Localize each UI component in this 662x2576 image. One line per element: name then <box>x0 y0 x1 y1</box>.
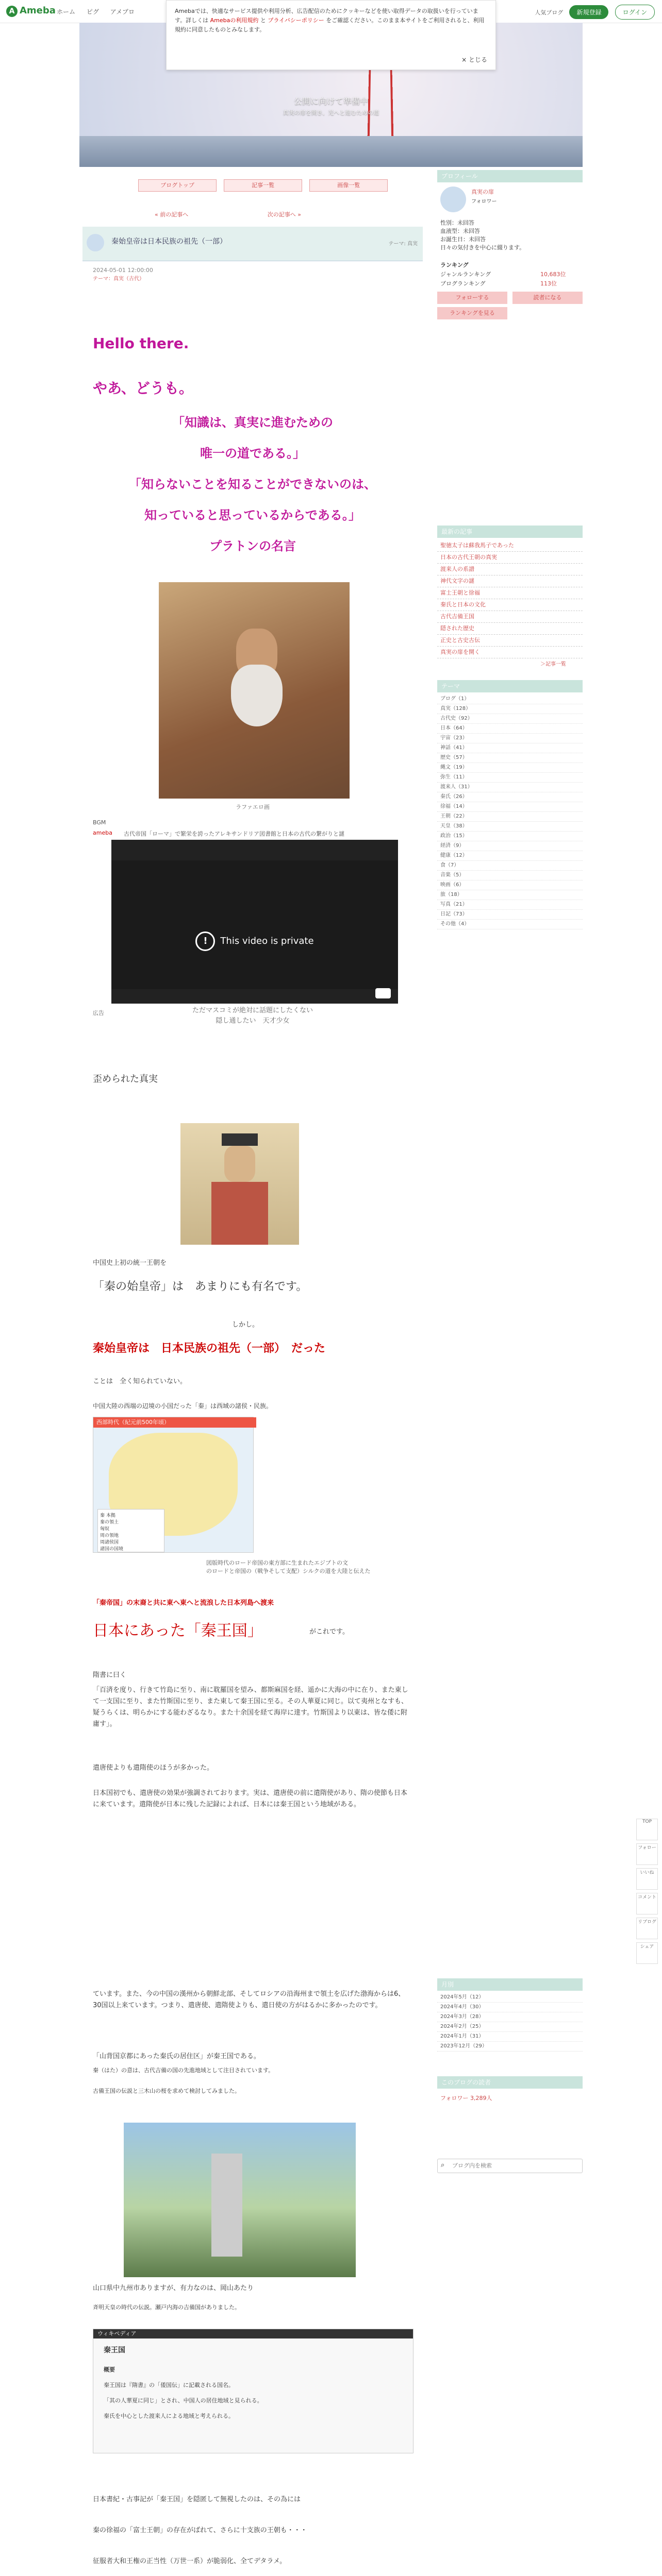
wiki-line-1: 秦王国は『隋書』の「倭国伝」に記載される国名。 <box>104 2382 234 2388</box>
theme-item[interactable]: ブログ（1） <box>437 694 583 704</box>
ad-note: 広告 <box>93 1010 104 1016</box>
wiki-bar: ウィキペディア <box>93 2329 413 2338</box>
sub-note-1: ただマスコミが絶対に話題にしたくない <box>192 1007 313 1014</box>
youtube-icon[interactable] <box>375 988 391 998</box>
profile-name[interactable]: 真実の扉 <box>471 189 494 195</box>
entry-theme[interactable]: テーマ: 真実 <box>388 241 418 247</box>
login-button[interactable]: ログイン <box>615 5 655 20</box>
theme-item[interactable]: 映画（6） <box>437 880 583 890</box>
video-player[interactable] <box>111 840 398 1004</box>
nav-image-list[interactable]: 画像一覧 <box>309 179 388 192</box>
paragraph-6: 隋書に曰く <box>93 1671 127 1679</box>
section-heading: 歪められた真実 <box>93 1074 158 1084</box>
sub-note-2: 隠し通したい 天才少女 <box>216 1017 290 1025</box>
paragraph-7: 「百済を度り、行きて竹島に至り、南に耽羅国を望み、都斯麻国を経、遥かに大海の中に在り、また東して一支国に至り、また竹斯国に至り、また東して秦王国に至る。その人華夏に同じ。以て夷州となすも、疑うらくは、明らかにする能わざるなり。また十余国を経て海岸に達す。竹斯国より以東は、皆な倭に附庸す」。 <box>93 1686 408 1728</box>
map-caption-2: のロードと帝国の（戦争そして支配）シルクの道を大陸と伝えた <box>206 1568 371 1574</box>
yaa-heading: やあ、どうも。 <box>93 380 193 397</box>
notice-mid: と <box>260 17 266 24</box>
recent-heading: 最新の記事 <box>437 526 583 538</box>
quote-line-4: 知っていると思っているからである。」 <box>144 508 361 522</box>
notice-tail: をご確認ください。このまま本サイトをご利用されると、利用規約に同意したものとみなします。 <box>175 17 485 33</box>
entry-header <box>82 227 423 261</box>
notice-text: Amebaでは、快適なサービス提供や利用分析、広告配信のためにクッキーなどを使い取得データの取扱いを行っています。詳しくは <box>175 8 478 24</box>
paragraph-13: 古備王国の伝説と三木山の桜を求めて検討してみました。 <box>93 2088 240 2094</box>
recent-item[interactable]: 古代吉備王国 <box>437 611 583 623</box>
rank-2-value[interactable]: 113位 <box>540 280 557 287</box>
paragraph-5: 中国大陸の西端の辺境の小国だった「秦」は西域の諸侯・民族。 <box>93 1402 273 1410</box>
theme-item[interactable]: 食（7） <box>437 861 583 871</box>
theme-item[interactable]: 歴史（57） <box>437 753 583 763</box>
theme-item[interactable]: 渡来人（31） <box>437 783 583 792</box>
wiki-title: 秦王国 <box>104 2346 125 2354</box>
map-image <box>93 1417 254 1553</box>
theme-item[interactable]: 秦氏（26） <box>437 792 583 802</box>
recent-item[interactable]: 日本の古代王朝の真実 <box>437 552 583 564</box>
map-caption-1: 図版時代のロード帝国の東方部に生まれたエジプトの文 <box>206 1560 348 1566</box>
paragraph-10: ています。また、今の中国の漢州から朝鮮北部、そしてロシアの沿海州まで領土を広げた渤海からは6、30国以上来ています。つまり、遣唐使、遣隋使よりも、遣日使の方がはるかに多かったのです。 <box>93 1990 405 2009</box>
archive-list <box>437 1993 583 2052</box>
profile-gender: 性別：未回答 <box>440 219 474 226</box>
nav-entry-list[interactable]: 記事一覧 <box>224 179 302 192</box>
blog-title[interactable]: 公開に向けて準備中 <box>293 96 368 106</box>
blog-search-input[interactable] <box>451 2161 577 2171</box>
ameba-logo[interactable]: A Ameba <box>6 5 56 17</box>
follow-button[interactable]: フォローする <box>437 292 507 304</box>
archive-item[interactable]: 2024年1月（31） <box>437 2032 583 2042</box>
prev-entry-link[interactable]: « 前の記事へ <box>155 211 189 218</box>
archive-heading: 月別 <box>437 1978 583 1991</box>
warning-icon: ! <box>195 931 215 951</box>
blog-search <box>437 2159 583 2173</box>
wiki-line-3: 秦氏を中心とした渡来人による地域と考えられる。 <box>104 2413 234 2419</box>
nav-pigg[interactable]: ピグ <box>86 8 99 15</box>
ameba-logo-icon: A <box>6 6 18 17</box>
wiki-screenshot <box>93 2329 413 2453</box>
qin-emperor-image <box>180 1123 299 1245</box>
theme-item[interactable]: 徐福（14） <box>437 802 583 812</box>
quote-line-3: 「知らないことを知ることができないのは、 <box>129 477 376 492</box>
ranking-button[interactable]: ランキングを見る <box>437 307 507 319</box>
theme-item[interactable]: 古代史（92） <box>437 714 583 724</box>
quote-line-1: 「知識は、真実に進むための <box>172 415 333 430</box>
map-title: 西部時代（紀元前500年頃） <box>93 1417 256 1428</box>
recent-item[interactable]: 隠された歴史 <box>437 623 583 635</box>
search-icon: ⌕ <box>441 2161 445 2169</box>
archive-item[interactable]: 2023年12月（29） <box>437 2042 583 2052</box>
paragraph-16: 秦の徐福の「富士王朝」の存在がばれて、さらに十支族の王朝も・・・ <box>93 2527 307 2534</box>
recent-list <box>437 540 583 658</box>
theme-item[interactable]: 日記（73） <box>437 910 583 920</box>
pager <box>155 210 412 218</box>
profile-follow[interactable]: フォロワー <box>471 199 497 205</box>
nav-blog-top[interactable]: ブログトップ <box>138 179 217 192</box>
monument-image <box>124 2123 356 2277</box>
quote-author: プラトンの名言 <box>209 539 296 553</box>
profile-intro: 日々の気付きを中心に綴ります。 <box>440 244 525 251</box>
hello-heading: Hello there. <box>93 335 189 352</box>
theme-item[interactable]: 縄文（19） <box>437 763 583 773</box>
theme-item[interactable]: 旅（18） <box>437 890 583 900</box>
big-red-heading: 日本にあった「秦王国」 <box>93 1622 263 1640</box>
profile-avatar[interactable] <box>440 187 466 212</box>
avatar[interactable] <box>87 234 104 251</box>
theme-item[interactable]: 音楽（5） <box>437 871 583 880</box>
recent-item[interactable]: 真実の扉を開く <box>437 647 583 658</box>
big-red-tail: がこれです。 <box>309 1628 349 1636</box>
rank-1-value[interactable]: 10,683位 <box>540 271 566 278</box>
notice-close-button[interactable]: × とじる <box>461 56 487 63</box>
paragraph-12: 秦（はた）の意は、古代吉備の国の先進地域として注目されています。 <box>93 2067 274 2074</box>
terms-link[interactable]: Amebaの利用規約 <box>210 17 259 24</box>
theme-list <box>437 694 583 929</box>
red-heading: 秦始皇帝は 日本民族の祖先（一部） だった <box>93 1342 326 1355</box>
theme-item[interactable]: 天皇（38） <box>437 822 583 832</box>
more-entries-link[interactable]: ＞記事一覧 <box>540 662 566 667</box>
archive-item[interactable]: 2024年2月（25） <box>437 2022 583 2032</box>
wiki-line-2: 「其の人華夏に同じ」とされ、中国人の居住地域と見られる。 <box>104 2397 263 2404</box>
privacy-link[interactable]: プライバシーポリシー <box>268 17 324 24</box>
wiki-heading: 概要 <box>104 2366 115 2373</box>
recent-item[interactable]: 聖徳太子は蘇我馬子であった <box>437 540 583 552</box>
floating-actions <box>636 1819 659 1967</box>
popular-blog-link[interactable]: 人気ブログ <box>535 9 564 16</box>
ameba-label: ameba <box>93 829 112 836</box>
paragraph-14: 斉明天皇の時代の伝説。瀬戸内海の吉備国がありました。 <box>93 2304 240 2311</box>
next-entry-link[interactable]: 次の記事へ » <box>267 211 301 218</box>
rank-2-label: ブログランキング <box>440 280 486 287</box>
cookie-notice <box>166 0 496 70</box>
theme-item[interactable]: 弥生（11） <box>437 773 583 783</box>
archive-item[interactable]: 2024年5月（12） <box>437 1993 583 2003</box>
blog-nav <box>138 179 406 192</box>
paragraph-8: 遣唐使よりも遣隋使のほうが多かった。 <box>93 1764 214 1772</box>
theme-item[interactable]: 宇宙（23） <box>437 734 583 743</box>
quote-line-2: 唯一の道である。」 <box>200 446 305 461</box>
archive-item[interactable]: 2024年4月（30） <box>437 2003 583 2012</box>
paragraph-3: しかし。 <box>232 1321 259 1329</box>
profile-heading: プロフィール <box>437 170 583 182</box>
paragraph-15: 日本書紀・古事記が「秦王国」を隠匿して無視したのは、その為には <box>93 2496 301 2503</box>
plato-image <box>159 582 350 799</box>
video-title-line: 古代帝国「ローマ」で繁栄を誇ったアレキサンドリア図書館と日本の古代の繋がりと謎 <box>124 831 345 837</box>
entry-date: 2024-05-01 12:00:00 <box>93 267 153 274</box>
theme-item[interactable]: その他（4） <box>437 920 583 929</box>
profile-blood: 血液型：未回答 <box>440 228 480 234</box>
theme-item[interactable]: 真実（128） <box>437 704 583 714</box>
recent-item[interactable]: 正史と古史古伝 <box>437 635 583 647</box>
recent-item[interactable]: 神代文字の謎 <box>437 575 583 587</box>
float-follow-button[interactable]: フォロー <box>636 1843 658 1865</box>
recent-item[interactable]: 渡来人の系譜 <box>437 564 583 575</box>
recent-item[interactable]: 富士王朝と徐福 <box>437 587 583 599</box>
nav-ameblo[interactable]: アメブロ <box>110 8 135 15</box>
paragraph-17: 征服者大和王権の正当性（万世一系）が脆弱化、全てデタラメ。 <box>93 2557 287 2565</box>
reader-count[interactable]: フォロワー 3,289人 <box>440 2095 492 2102</box>
float-comment-button[interactable]: コメント <box>636 1893 658 1914</box>
entry-category-link[interactable]: テーマ：真実（古代） <box>93 276 144 282</box>
profile-birthday: お誕生日：未回答 <box>440 236 486 243</box>
theme-heading: テーマ <box>437 680 583 692</box>
theme-item[interactable]: 日本（64） <box>437 724 583 734</box>
nav-home[interactable]: ホーム <box>57 8 76 15</box>
float-top-button[interactable]: TOP <box>636 1819 658 1840</box>
recent-item[interactable]: 秦氏と日本の文化 <box>437 599 583 611</box>
top-nav <box>57 7 144 16</box>
video-private-text: This video is private <box>220 936 314 946</box>
archive-item[interactable]: 2024年3月（28） <box>437 2012 583 2022</box>
paragraph-9: 日本国初でも、遣唐使の効果が強調されております。実は、遣唐使の前に遣隋使があり、隋の使節も日本に来ています。遣隋使が日本に残した記録によれば、日本には秦王国という地域がある。 <box>93 1789 407 1808</box>
red-subheading: 「秦帝国」の末裔と共に東へ東へと流浪した日本列島へ渡来 <box>93 1599 274 1607</box>
theme-item[interactable]: 健康（12） <box>437 851 583 861</box>
monument-caption: 山口県中九州市ありますが、有力なのは、岡山あたり <box>93 2284 254 2292</box>
bgm-label: BGM <box>93 819 106 826</box>
float-share-button[interactable]: シェア <box>636 1942 658 1964</box>
reader-heading: このブログの読者 <box>437 2076 583 2089</box>
rank-1-label: ジャンルランキング <box>440 271 491 278</box>
theme-item[interactable]: 写真（21） <box>437 900 583 910</box>
float-reblog-button[interactable]: リブログ <box>636 1918 658 1939</box>
paragraph-11: 「山背国京都にあった秦氏の居住区」が秦王国である。 <box>93 2053 260 2060</box>
paragraph-2: 「秦の始皇帝」は あまりにも有名です。 <box>93 1280 308 1293</box>
blog-subtitle: 真実の扉を開き、光へと進むための道 <box>283 109 379 116</box>
theme-item[interactable]: 経済（9） <box>437 841 583 851</box>
map-legend: 秦 本拠 秦の領土 匈奴 周の領地 周諸侯国 諸国の国境 <box>97 1509 164 1552</box>
reader-button[interactable]: 読者になる <box>512 292 583 304</box>
paragraph-4: ことは 全く知られていない。 <box>93 1378 187 1385</box>
ranking-label: ランキング <box>440 262 469 268</box>
signup-button[interactable]: 新規登録 <box>569 5 608 19</box>
theme-item[interactable]: 王朝（22） <box>437 812 583 822</box>
paragraph-1: 中国史上初の統一王朝を <box>93 1259 167 1267</box>
theme-item[interactable]: 政治（15） <box>437 832 583 841</box>
theme-item[interactable]: 神話（41） <box>437 743 583 753</box>
plato-caption: ラファエロ画 <box>236 804 270 810</box>
entry-title[interactable]: 秦始皇帝は日本民族の祖先（一部） <box>111 238 227 246</box>
float-like-button[interactable]: いいね <box>636 1868 658 1890</box>
